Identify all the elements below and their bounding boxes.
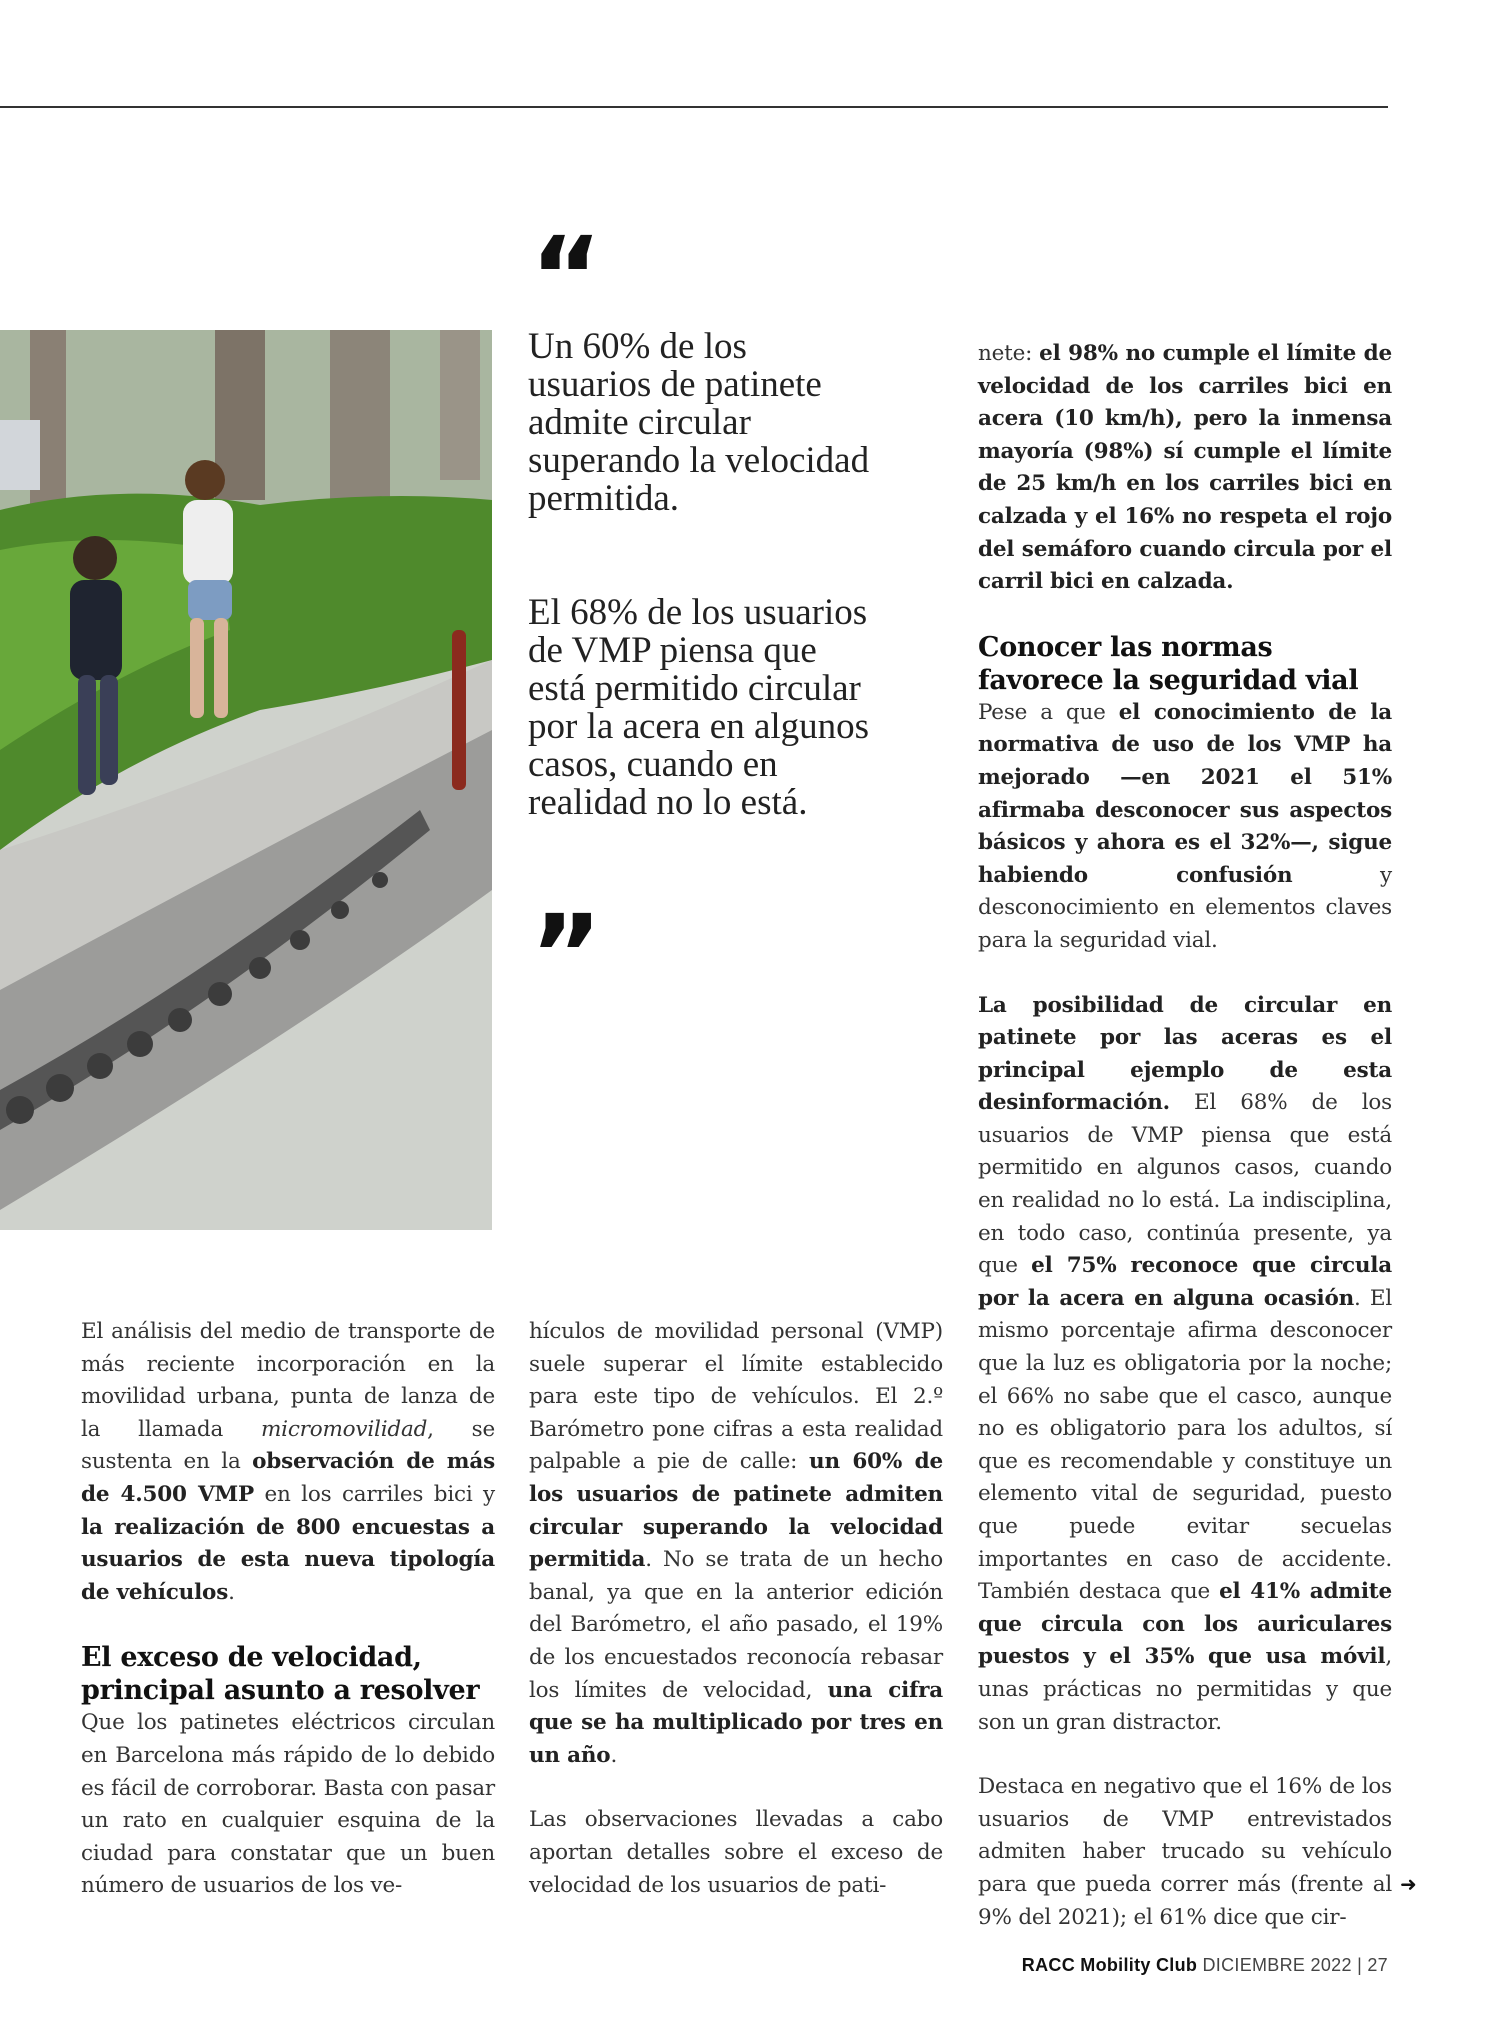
bold-text: el 75% reconoce que circula por la acera en alguna ocasión bbox=[978, 1253, 1393, 1311]
text-run: hículos de movilidad personal (VMP) suele superar el límite establecido para este tipo de vehículos. El 2.º Barómetro pone cifras a esta realidad palpable a pie de calle: bbox=[529, 1319, 943, 1475]
text-run: . No se trata de un hecho banal, ya que en la anterior edición del Barómetro, el año pasado, el 19% de los encuestados reconocía rebasar los límites de velocidad, bbox=[529, 1547, 943, 1703]
paragraph bbox=[978, 338, 1392, 599]
page-number: 27 bbox=[1367, 1955, 1388, 1975]
paragraph: Destaca en negativo que el 16% de los usuarios de VMP entrevistados admiten haber trucado su vehículo para que pueda correr más (frente al 9% del 2021); el 61% dice que cir- bbox=[978, 1774, 1392, 1930]
bold-text: una cifra que se ha multiplicado por tres en un año bbox=[529, 1677, 943, 1768]
text-run: nete: bbox=[978, 341, 1040, 366]
bold-text: el 41% admite que circula con los auriculares puestos y el 35% que usa móvil bbox=[978, 1579, 1393, 1670]
text-run: y desconocimiento en elementos claves para la seguridad vial. bbox=[978, 862, 1392, 953]
column-1 bbox=[81, 1316, 495, 1903]
pullquote-second: El 68% de los usuarios de VMP piensa que está permitido circular por la acera en algunos casos, cuando en realidad no lo está. bbox=[528, 592, 870, 823]
continue-arrow-icon: ➜ bbox=[1400, 1872, 1417, 1896]
bold-text: observación de más de 4.500 VMP bbox=[81, 1449, 495, 1507]
pullquote-first: Un 60% de los usuarios de patinete admite circular superando la velocidad permitida. bbox=[528, 326, 870, 519]
paragraph bbox=[978, 697, 1392, 958]
top-rule bbox=[0, 106, 1388, 108]
bold-text: el 98% no cumple el límite de velocidad de los carriles bici en acera (10 km/h), pero la inmensa mayoría (98%) sí cumple el límite de 25 km/h en los carriles bici en calzada y el 16% no respeta el rojo del semáforo cuando circula por el carril bici en calzada. bbox=[978, 341, 1392, 595]
close-quote-icon: ” bbox=[530, 891, 595, 1019]
italic-text: micromovilidad bbox=[260, 1416, 428, 1442]
bold-text: un 60% de los usuarios de patinete admiten circular superando la velocidad permitida bbox=[529, 1449, 943, 1573]
paragraph: Las observaciones llevadas a cabo aportan detalles sobre el exceso de velocidad de los usuarios de pati- bbox=[529, 1807, 943, 1898]
text-run: . El mismo porcentaje afirma desconocer que la luz es obligatoria por la noche; el 66% no sabe que el casco, aunque no es obligatorio para los adultos, sí que es recomendable y constituye un elemento vital de seguridad, puesto que puede evitar secuelas importantes en caso de accidente. También destaca que bbox=[978, 1285, 1392, 1605]
text-run: , unas prácticas no permitidas y que son un gran distractor. bbox=[978, 1644, 1392, 1735]
text-run: El análisis del medio de transporte de más reciente incorporación en la movilidad urbana, punta de lanza de la llamada bbox=[81, 1319, 495, 1442]
paragraph bbox=[978, 990, 1392, 1740]
bold-text: La posibilidad de circular en patinete por las aceras es el principal ejemplo de esta desinformación. bbox=[978, 992, 1392, 1116]
column-2 bbox=[529, 1316, 943, 1902]
column-3 bbox=[978, 338, 1392, 1934]
footer-separator: | bbox=[1357, 1955, 1363, 1975]
paragraph bbox=[81, 1316, 495, 1609]
text-run: . bbox=[228, 1579, 235, 1605]
text-run: El 68% de los usuarios de VMP piensa que está permitido en algunos casos, cuando en realidad no lo está. La indisciplina, en todo caso, continúa presente, ya que bbox=[978, 1090, 1392, 1279]
bold-text: el conocimiento de la normativa de uso de los VMP ha mejorado —en 2021 el 51% afirmaba desconocer sus aspectos básicos y ahora es el 32%—, sigue habiendo confusión bbox=[978, 699, 1393, 888]
bold-text: la realización de 800 encuestas a usuarios de esta nueva tipología de vehículos bbox=[81, 1514, 495, 1605]
photo-pedestrians-bike-lane bbox=[0, 330, 492, 1230]
footer-brand: RACC Mobility Club bbox=[1021, 1955, 1198, 1975]
text-run: Pese a que bbox=[978, 699, 1119, 725]
section-heading: Conocer las normas favorece la seguridad vial bbox=[978, 631, 1359, 696]
text-run: . bbox=[610, 1742, 618, 1768]
text-run: , se sustenta en la bbox=[81, 1416, 495, 1475]
paragraph: Que los patinetes eléctricos circulan en Barcelona más rápido de lo debido es fácil de corroborar. Basta con pasar un rato en cualquier esquina de la ciudad para constatar que un buen número de usuarios de los ve- bbox=[81, 1710, 495, 1899]
open-quote-icon: “ bbox=[530, 213, 595, 341]
footer-date: DICIEMBRE 2022 bbox=[1202, 1955, 1352, 1975]
text-run: en los carriles bici y bbox=[254, 1481, 495, 1507]
paragraph bbox=[529, 1316, 943, 1772]
section-heading: El exceso de velocidad, principal asunto a resolver bbox=[81, 1642, 480, 1707]
page-footer bbox=[1022, 1955, 1388, 1976]
